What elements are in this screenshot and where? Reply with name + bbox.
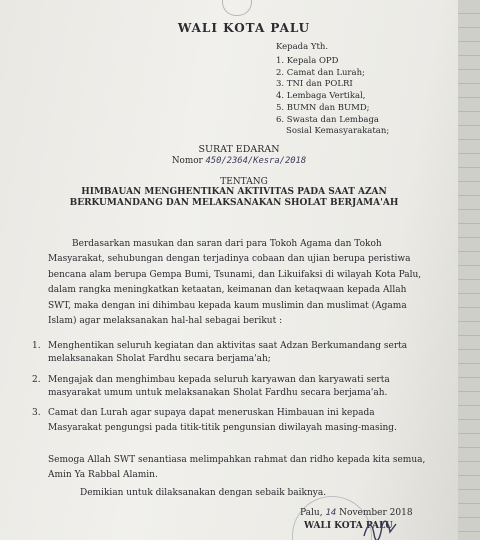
circular-number-value: 450/2364/Kesra/2018 (205, 156, 307, 166)
signatory-title: WALI KOTA PALU (304, 521, 393, 531)
recipients-heading: Kepada Yth. (276, 42, 329, 52)
recipients-list (276, 56, 389, 138)
circular-subject (0, 187, 458, 209)
circular-title: SURAT EDARAN (198, 144, 280, 155)
letterhead-title: WALI KOTA PALU (177, 21, 311, 35)
signature-place: Palu, (300, 508, 323, 518)
list-item (32, 374, 430, 399)
body-paragraph-1: Berdasarkan masukan dan saran dari para Tokoh Agama dan Tokoh Masyarakat, sehubungan dengan terjadinya cobaan dan ujian berupa peristiwa bencana alam berupa Gempa Bumi, Tsunami, dan Likuifaksi di wilayah Kota Palu, dalam rangka meningkatkan ketaatan, keimanan dan ketaqwaan kepada Allah SWT, maka dengan ini dihimbau kepada kaum muslimin dan muslimat (Agama Islam) agar melaksanakan hal-hal sebagai berikut : (48, 239, 422, 327)
list-text: Menghentikan seluruh kegiatan dan aktivitas saat Adzan Berkumandang serta melaksanakan Sholat Fardhu secara berjama'ah; (48, 341, 408, 364)
list-number: 1. (32, 341, 41, 351)
recipient-item: 2. Camat dan Lurah; (276, 67, 365, 78)
circular-number-label: Nomor (171, 156, 203, 166)
body-paragraph-3: Demikian untuk dilaksanakan dengan sebaik baiknya. (80, 488, 327, 498)
list-item (32, 340, 430, 365)
recipient-item: 6. Swasta dan Lembaga (276, 114, 379, 125)
subject-line-1: HIMBAUAN MENGHENTIKAN AKTIVITAS PADA SAAT AZAN (81, 187, 387, 197)
signature-month-year: November 2018 (339, 508, 413, 518)
emblem-seal-icon (222, 0, 252, 16)
signature-day: 14 (325, 508, 337, 518)
recipient-item: 4. Lembaga Vertikal, (276, 91, 366, 102)
subject-line-2: BERKUMANDANG DAN MELAKSANAKAN SHOLAT BERJAMA'AH (69, 197, 399, 208)
recipient-item: 5. BUMN dan BUMD; (276, 102, 370, 113)
body-paragraph-2: Semoga Allah SWT senantiasa melimpahkan rahmat dan ridho kepada kita semua, Amin Ya Rabbal Alamin. (48, 455, 426, 481)
recipient-item: 1. Kepala OPD (276, 56, 339, 66)
list-number: 2. (32, 375, 41, 385)
recipient-item: Sosial Kemasyarakatan; (286, 126, 390, 137)
list-text: Camat dan Lurah agar supaya dapat meneruskan Himbauan ini kepada Masyarakat pengungsi pada titik-titik pengunsian diwilayah masing-masing. (48, 408, 397, 434)
list-number: 3. (32, 408, 41, 418)
list-item (32, 406, 430, 437)
circular-number (0, 156, 458, 168)
about-label: TENTANG (220, 177, 268, 187)
list-text: Mengajak dan menghimbau kepada seluruh karyawan dan karyawati serta masyarakat umum untuk melaksanakan Sholat Fardhu secara berjama'ah. (48, 375, 390, 398)
handwritten-signature-icon (360, 514, 400, 540)
recipient-item: 3. TNI dan POLRI (276, 79, 353, 90)
